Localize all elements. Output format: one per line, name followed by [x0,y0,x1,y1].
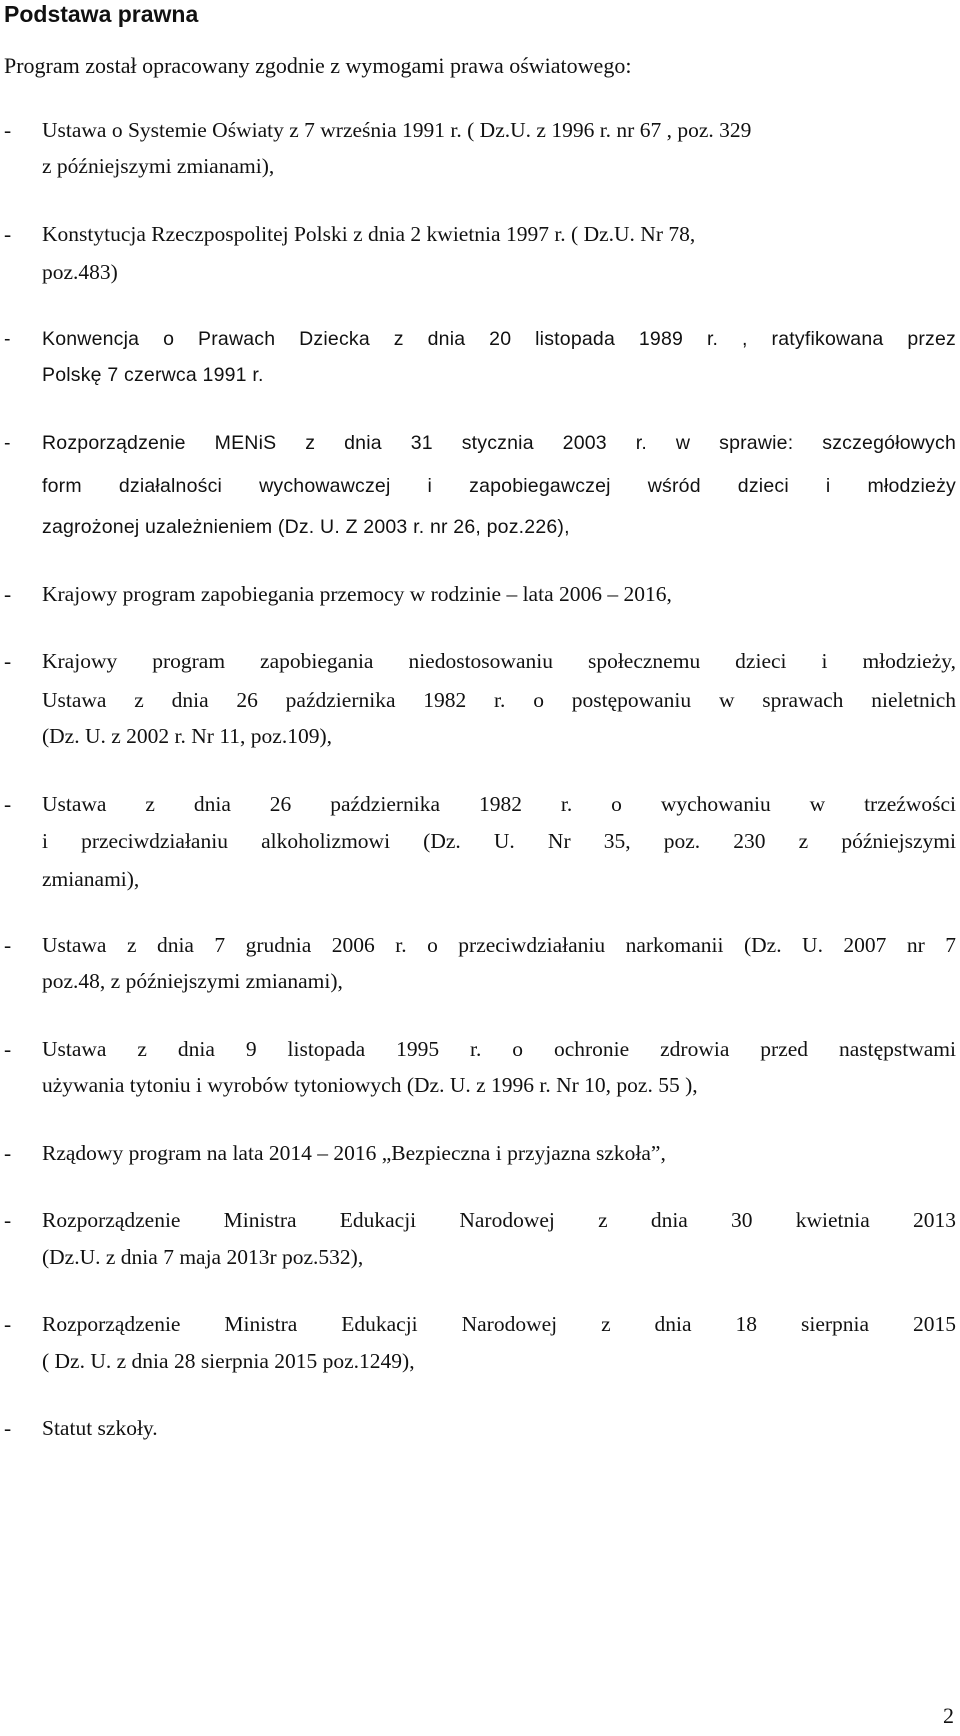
list-dash: - [4,933,12,957]
list-dash: - [4,432,11,454]
list-item-line: zagrożonej uzależnieniem (Dz. U. Z 2003 r. nr 26, poz.226), [42,516,570,538]
page-number: 2 [943,1703,954,1728]
list-item-line: poz.48, z późniejszymi zmianami), [42,969,343,993]
list-item-line: - Rządowy program na lata 2014 – 2016 „Bezpieczna i przyjazna szkoła”, [4,1141,666,1165]
list-item-line: - Ustawa o Systemie Oświaty z 7 września 1991 r. ( Dz.U. z 1996 r. nr 67 , poz. 329 [4,118,752,142]
list-dash: - [4,1312,12,1336]
list-dash: - [4,328,11,350]
list-item-line: z późniejszymi zmianami), [42,154,275,178]
list-dash: - [4,1141,12,1165]
list-item-line: - Rozporządzenie MENiS z dnia 31 stycznia 2003 r. w sprawie: szczegółowych [4,429,956,457]
list-dash: - [4,1416,12,1440]
list-item-line: - Krajowy program zapobiegania przemocy w rodzinie – lata 2006 – 2016, [4,582,672,606]
list-dash: - [4,582,12,606]
list-item-line: - Statut szkoły. [4,1416,158,1440]
list-item-line: form działalności wychowawczej i zapobiegawczej wśród dzieci i młodzieży [42,475,956,497]
list-item-line: i przeciwdziałaniu alkoholizmowi (Dz. U. Nr 35, poz. 230 z późniejszymi [42,829,956,853]
list-dash: - [4,1037,12,1061]
list-item-line: - Rozporządzenie Ministra Edukacji Narodowej z dnia 30 kwietnia 2013 [4,1208,956,1232]
list-item-line: Ustawa z dnia 26 października 1982 r. o postępowaniu w sprawach nieletnich [42,688,956,712]
list-item-line: poz.483) [42,260,118,284]
list-dash: - [4,222,12,246]
list-item-line: (Dz. U. z 2002 r. Nr 11, poz.109), [42,724,332,748]
list-item-line: (Dz.U. z dnia 7 maja 2013r poz.532), [42,1245,364,1269]
list-item-line: - Ustawa z dnia 26 października 1982 r. o wychowaniu w trzeźwości [4,792,956,816]
section-heading: Podstawa prawna [4,1,199,27]
list-item-line: ( Dz. U. z dnia 28 sierpnia 2015 poz.1249), [42,1349,415,1373]
list-item-line: używania tytoniu i wyrobów tytoniowych (Dz. U. z 1996 r. Nr 10, poz. 55 ), [42,1073,698,1097]
list-item-line: - Rozporządzenie Ministra Edukacji Narodowej z dnia 18 sierpnia 2015 [4,1312,956,1336]
list-item-line: - Krajowy program zapobiegania niedostosowaniu społecznemu dzieci i młodzieży, [4,649,956,673]
list-item-line: - Ustawa z dnia 9 listopada 1995 r. o ochronie zdrowia przed następstwami [4,1037,956,1061]
list-dash: - [4,649,12,673]
list-dash: - [4,1208,12,1232]
list-item-line: - Konstytucja Rzeczpospolitej Polski z dnia 2 kwietnia 1997 r. ( Dz.U. Nr 78, [4,222,696,246]
list-item-line: zmianami), [42,867,140,891]
list-item-line: - Konwencja o Prawach Dziecka z dnia 20 listopada 1989 r. , ratyfikowana przez [4,325,956,353]
list-dash: - [4,118,12,142]
list-item-line: - Ustawa z dnia 7 grudnia 2006 r. o przeciwdziałaniu narkomanii (Dz. U. 2007 nr 7 [4,933,956,957]
list-dash: - [4,792,12,816]
intro-paragraph: Program został opracowany zgodnie z wymogami prawa oświatowego: [4,53,632,78]
list-item-line: Polskę 7 czerwca 1991 r. [42,364,264,386]
